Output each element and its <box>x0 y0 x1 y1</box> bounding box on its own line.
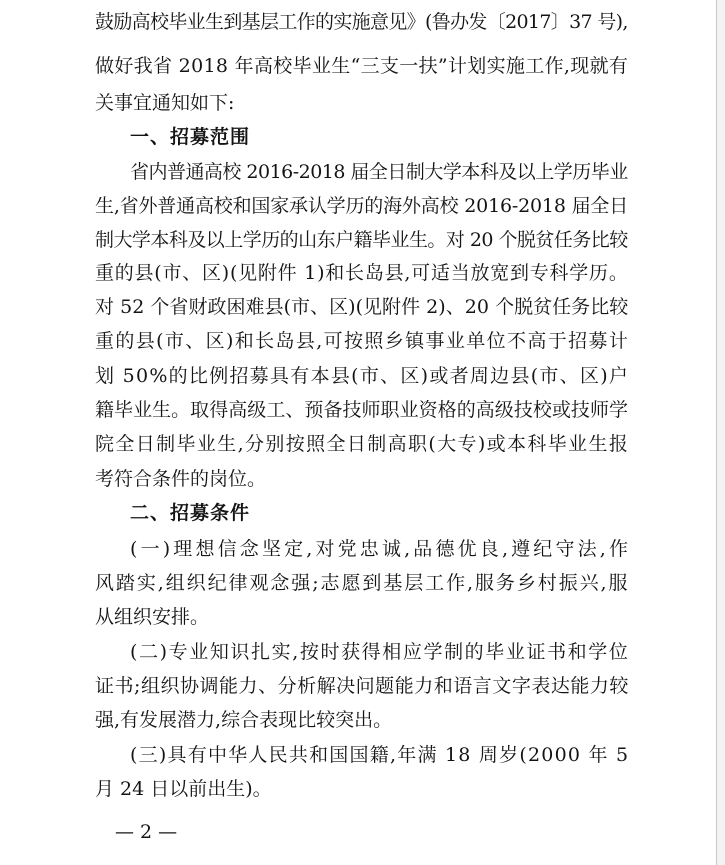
text-line: (二)专业知识扎实,按时获得相应学制的毕业证书和学位 <box>130 641 630 663</box>
text-line: 鼓励高校毕业生到基层工作的实施意见》(鲁办发〔2017〕37 号), <box>95 11 628 33</box>
text-line: (一)理想信念坚定,对党忠诚,品德优良,遵纪守法,作 <box>130 538 632 560</box>
text-line: 证书;组织协调能力、分析解决问题能力和语言文字表达能力较 <box>95 675 629 697</box>
text-line: 划 50%的比例招募具有本县(市、区)或者周边县(市、区)户 <box>95 365 630 387</box>
section-heading: 一、招募范围 <box>130 126 251 148</box>
text-line: 籍毕业生。取得高级工、预备技师职业资格的高级技校或技师学 <box>95 399 629 421</box>
text-line: 省内普通高校 2016-2018 届全日制大学本科及以上学历毕业 <box>130 161 628 183</box>
text-line: 生,省外普通高校和国家承认学历的海外高校 2016-2018 届全日 <box>95 195 629 217</box>
text-line: 从组织安排。 <box>95 606 210 628</box>
section-heading: 二、招募条件 <box>130 502 251 524</box>
text-line: 关事宜通知如下: <box>95 92 235 114</box>
text-line: 月 24 日以前出生)。 <box>95 778 272 800</box>
text-line: 强,有发展潜力,综合表现比较突出。 <box>95 709 393 731</box>
text-line: 重的县(市、区)(见附件 1)和长岛县,可适当放宽到专科学历。 <box>95 262 629 284</box>
text-line: 院全日制毕业生,分别按照全日制高职(大专)或本科毕业生报 <box>95 433 630 455</box>
text-line: 重的县(市、区)和长岛县,可按照乡镇事业单位不高于招募计 <box>95 330 630 352</box>
text-line: 对 52 个省财政困难县(市、区)(见附件 2)、20 个脱贫任务比较 <box>95 296 629 318</box>
text-line: 考符合条件的岗位。 <box>95 468 267 490</box>
text-line: 做好我省 2018 年高校毕业生“三支一扶”计划实施工作,现就有 <box>95 55 629 77</box>
text-line: 制大学本科及以上学历的山东户籍毕业生。对 20 个脱贫任务比较 <box>95 229 628 251</box>
page-number: — 2 — <box>115 821 178 843</box>
page-edge-shadow <box>717 0 725 865</box>
text-line: (三)具有中华人民共和国国籍,年满 18 周岁(2000 年 5 <box>130 744 630 766</box>
text-line: 风踏实,组织纪律观念强;志愿到基层工作,服务乡村振兴,服 <box>95 572 630 594</box>
